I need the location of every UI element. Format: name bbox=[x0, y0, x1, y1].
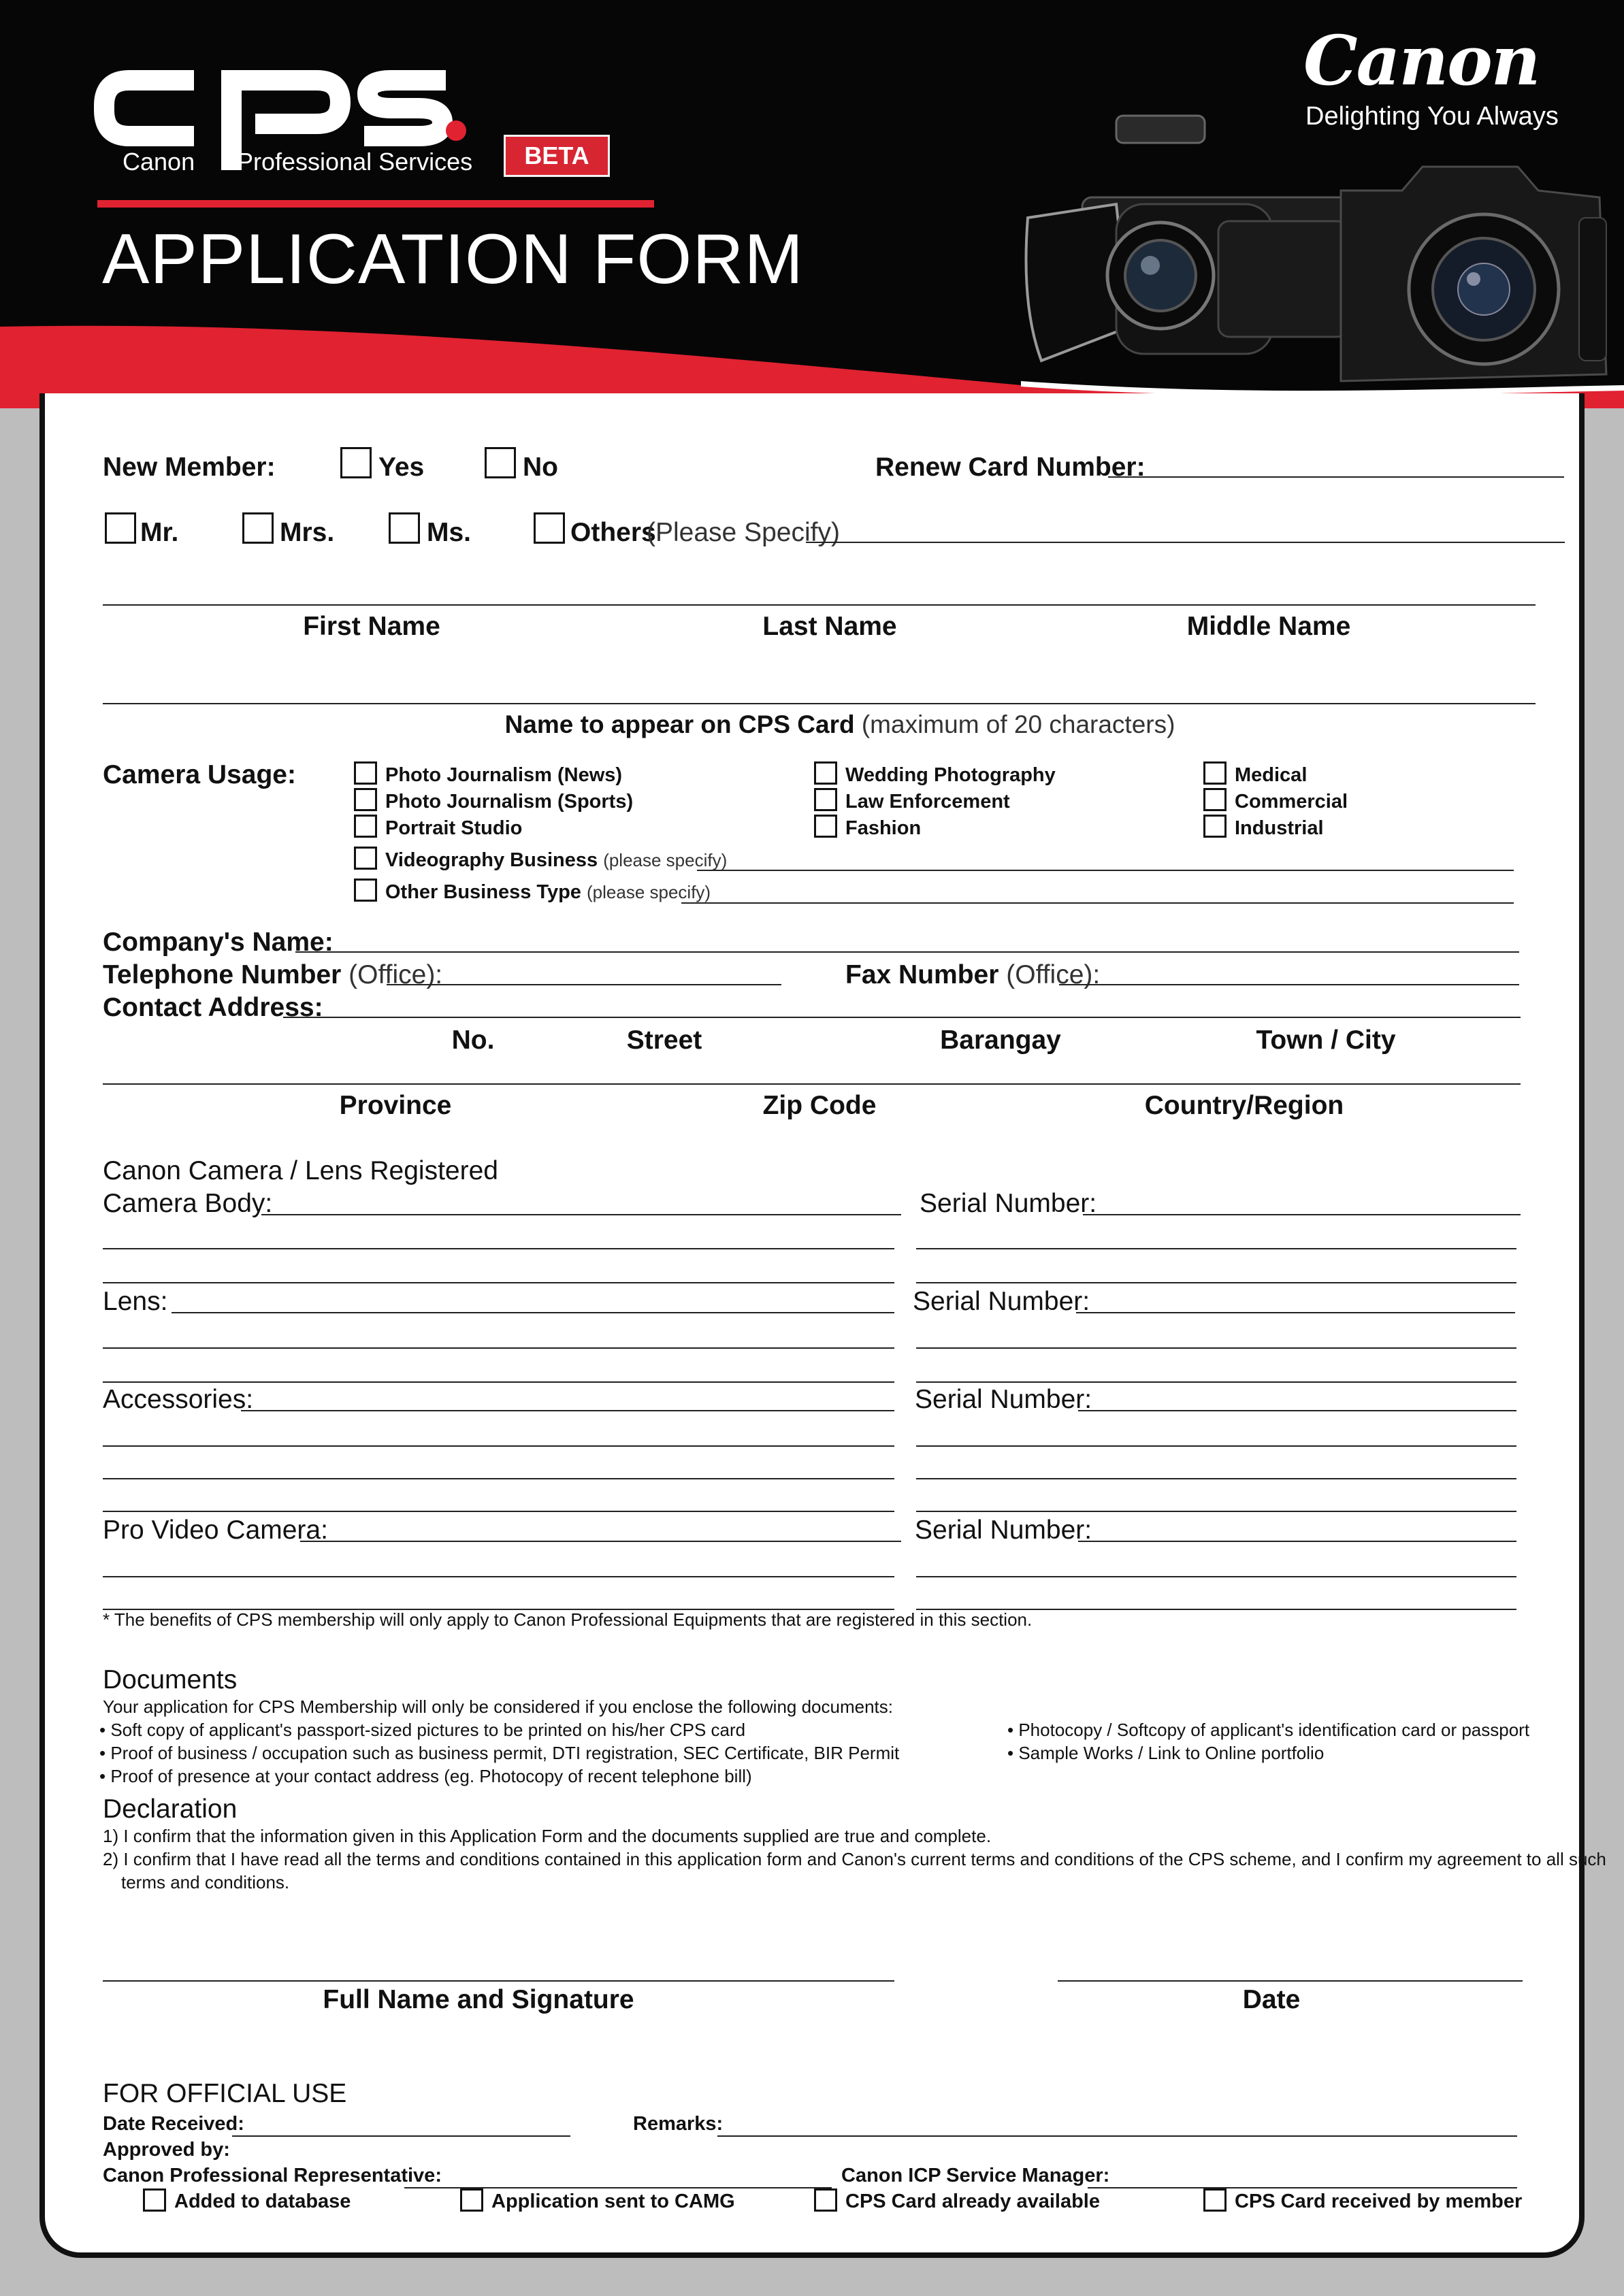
remarks-line[interactable] bbox=[717, 2135, 1517, 2137]
card-received-label: CPS Card received by member bbox=[1235, 2191, 1523, 2212]
accessories-serial-line[interactable] bbox=[1078, 1410, 1516, 1411]
address-barangay-label: Barangay bbox=[940, 1026, 1061, 1055]
camera-body-line-2[interactable] bbox=[103, 1248, 894, 1249]
document-item-text: Sample Works / Link to Online portfolio bbox=[1018, 1743, 1325, 1763]
accessories-line[interactable] bbox=[241, 1410, 894, 1411]
telephone-label: Telephone Number bbox=[103, 960, 342, 989]
mrs-label: Mrs. bbox=[280, 518, 335, 547]
lens-serial-line[interactable] bbox=[1076, 1312, 1515, 1313]
renew-card-label: Renew Card Number: bbox=[875, 453, 1146, 482]
date-line[interactable] bbox=[1058, 1980, 1523, 1982]
address-country-label: Country/Region bbox=[1144, 1091, 1344, 1120]
others-hint: (Please Specify) bbox=[647, 518, 840, 547]
document-item: • Photocopy / Softcopy of applicant's identification card or passport bbox=[1007, 1720, 1530, 1740]
signature-line[interactable] bbox=[103, 1980, 894, 1982]
mr-label: Mr. bbox=[140, 518, 179, 547]
address-street-label: Street bbox=[626, 1026, 702, 1055]
camera-illustration-icon bbox=[1014, 102, 1613, 401]
others-specify-line[interactable] bbox=[806, 542, 1565, 543]
usage-other-business-caption bbox=[385, 882, 711, 904]
usage-industrial-label: Industrial bbox=[1235, 817, 1324, 839]
fax-label: Fax Number bbox=[845, 960, 999, 989]
others-checkbox[interactable] bbox=[534, 512, 565, 544]
declaration-heading: Declaration bbox=[103, 1794, 238, 1824]
document-item: • Proof of business / occupation such as business permit, DTI registration, SEC Certificate, BIR Permit bbox=[99, 1743, 900, 1763]
new-member-label: New Member: bbox=[103, 453, 276, 482]
usage-industrial-checkbox[interactable] bbox=[1203, 815, 1227, 838]
usage-videography-hint: (please specify) bbox=[603, 850, 728, 870]
document-item-text: Photocopy / Softcopy of applicant's identification card or passport bbox=[1018, 1720, 1530, 1740]
card-available-label: CPS Card already available bbox=[845, 2191, 1100, 2212]
usage-photojournalism-news-label: Photo Journalism (News) bbox=[385, 764, 623, 786]
official-use-heading: FOR OFFICIAL USE bbox=[103, 2079, 347, 2108]
usage-other-business-checkbox[interactable] bbox=[354, 879, 377, 902]
declaration-item-2: 2) I confirm that I have read all the terms and conditions contained in this application form and Canon's current terms and conditions of the CPS scheme, and I confirm my agreement to all such bbox=[103, 1849, 1606, 1869]
documents-heading: Documents bbox=[103, 1665, 238, 1694]
new-member-no-checkbox[interactable] bbox=[485, 447, 516, 478]
lens-label: Lens: bbox=[103, 1287, 168, 1316]
usage-videography-label: Videography Business bbox=[385, 849, 598, 871]
lens-line-2[interactable] bbox=[103, 1347, 894, 1349]
last-name-label: Last Name bbox=[762, 612, 897, 641]
middle-name-label: Middle Name bbox=[1186, 612, 1351, 641]
usage-medical-label: Medical bbox=[1235, 764, 1308, 786]
usage-photojournalism-sports-checkbox[interactable] bbox=[354, 788, 377, 811]
card-received-checkbox[interactable] bbox=[1203, 2188, 1227, 2212]
logo-sub-canon: Canon bbox=[123, 148, 195, 176]
pro-video-line[interactable] bbox=[300, 1541, 901, 1542]
pro-video-serial-line-2[interactable] bbox=[916, 1576, 1516, 1577]
camera-body-line-3[interactable] bbox=[103, 1282, 894, 1283]
accessories-serial-label: Serial Number: bbox=[915, 1385, 1092, 1414]
mr-checkbox[interactable] bbox=[105, 512, 136, 544]
equipment-heading: Canon Camera / Lens Registered bbox=[103, 1156, 498, 1185]
tagline: Delighting You Always bbox=[1305, 102, 1559, 131]
ms-label: Ms. bbox=[427, 518, 472, 547]
no-label: No bbox=[523, 453, 558, 482]
date-received-line[interactable] bbox=[232, 2135, 570, 2137]
usage-photojournalism-sports-label: Photo Journalism (Sports) bbox=[385, 791, 634, 813]
lens-serial-label: Serial Number: bbox=[913, 1287, 1090, 1316]
pro-video-label: Pro Video Camera: bbox=[103, 1515, 328, 1545]
camera-usage-label: Camera Usage: bbox=[103, 760, 296, 789]
usage-commercial-label: Commercial bbox=[1235, 791, 1348, 813]
accessories-line-4[interactable] bbox=[103, 1511, 894, 1512]
accessories-label: Accessories: bbox=[103, 1385, 254, 1414]
representative-label: Canon Professional Representative: bbox=[103, 2165, 442, 2186]
usage-fashion-label: Fashion bbox=[845, 817, 922, 839]
document-item-text: Proof of business / occupation such as business permit, DTI registration, SEC Certificate, BIR Permit bbox=[110, 1743, 900, 1763]
usage-law-enforcement-label: Law Enforcement bbox=[845, 791, 1010, 813]
usage-other-business-hint: (please specify) bbox=[587, 882, 711, 902]
contact-address-line[interactable] bbox=[283, 1017, 1521, 1018]
contact-address-label: Contact Address: bbox=[103, 993, 323, 1022]
accessories-line-2[interactable] bbox=[103, 1445, 894, 1447]
document-item: • Sample Works / Link to Online portfolio bbox=[1007, 1743, 1325, 1763]
document-item: • Proof of presence at your contact address (eg. Photocopy of recent telephone bill) bbox=[99, 1766, 752, 1786]
document-item: • Soft copy of applicant's passport-sized pictures to be printed on his/her CPS card bbox=[99, 1720, 746, 1740]
usage-fashion-checkbox[interactable] bbox=[814, 815, 837, 838]
equipment-note: * The benefits of CPS membership will only apply to Canon Professional Equipments that are registered in this section. bbox=[103, 1609, 1033, 1630]
usage-other-business-label: Other Business Type bbox=[385, 881, 581, 903]
camera-body-serial-line[interactable] bbox=[1083, 1214, 1521, 1215]
form-panel bbox=[39, 393, 1606, 2258]
lens-serial-line-2[interactable] bbox=[916, 1347, 1516, 1349]
full-name-signature-label: Full Name and Signature bbox=[323, 1985, 634, 2014]
telephone-line[interactable] bbox=[387, 984, 781, 985]
usage-videography-checkbox[interactable] bbox=[354, 847, 377, 870]
usage-wedding-label: Wedding Photography bbox=[845, 764, 1056, 786]
other-business-specify-line[interactable] bbox=[681, 902, 1514, 904]
renew-card-number-line[interactable] bbox=[1108, 476, 1564, 478]
videography-specify-line[interactable] bbox=[697, 870, 1514, 871]
approved-by-label: Approved by: bbox=[103, 2139, 230, 2161]
icp-manager-label: Canon ICP Service Manager: bbox=[841, 2165, 1110, 2186]
documents-intro: Your application for CPS Membership will only be considered if you enclose the following documents: bbox=[103, 1696, 893, 1717]
lens-serial-line-3[interactable] bbox=[916, 1381, 1516, 1383]
accessories-serial-line-3[interactable] bbox=[916, 1478, 1516, 1479]
company-name-line[interactable] bbox=[295, 951, 1519, 953]
address-no-label: No. bbox=[451, 1026, 495, 1055]
camera-body-serial-line-3[interactable] bbox=[916, 1282, 1516, 1283]
address-province-label: Province bbox=[339, 1091, 452, 1120]
lens-line-3[interactable] bbox=[103, 1381, 894, 1383]
sent-to-camg-label: Application sent to CAMG bbox=[491, 2191, 735, 2212]
camera-body-line[interactable] bbox=[261, 1214, 901, 1215]
card-name-caption bbox=[505, 711, 1175, 739]
others-label: Others bbox=[570, 518, 656, 547]
title-rule bbox=[97, 200, 654, 208]
page-title: APPLICATION FORM bbox=[102, 220, 805, 299]
declaration-item-2-cont: terms and conditions. bbox=[121, 1872, 290, 1892]
declaration-item-1: 1) I confirm that the information given in this Application Form and the documents supplied are true and complete. bbox=[103, 1826, 992, 1846]
usage-portrait-studio-label: Portrait Studio bbox=[385, 817, 523, 839]
icp-manager-line[interactable] bbox=[1088, 2187, 1517, 2188]
telephone-caption bbox=[103, 961, 442, 990]
new-member-yes-checkbox[interactable] bbox=[340, 447, 372, 478]
added-to-database-label: Added to database bbox=[174, 2191, 351, 2212]
sent-to-camg-checkbox[interactable] bbox=[460, 2188, 483, 2212]
pro-video-serial-line[interactable] bbox=[1078, 1541, 1516, 1542]
canon-logo: Canon bbox=[1303, 20, 1540, 101]
yes-label: Yes bbox=[378, 453, 425, 482]
address-second-line[interactable] bbox=[103, 1083, 1521, 1085]
accessories-serial-line-4[interactable] bbox=[916, 1511, 1516, 1512]
card-name-label: Name to appear on CPS Card bbox=[504, 710, 855, 738]
usage-portrait-studio-checkbox[interactable] bbox=[354, 815, 377, 838]
beta-badge: BETA bbox=[504, 135, 610, 177]
pro-video-serial-label: Serial Number: bbox=[915, 1515, 1092, 1545]
fax-line[interactable] bbox=[1059, 984, 1519, 985]
camera-body-serial-label: Serial Number: bbox=[920, 1189, 1097, 1218]
usage-photojournalism-news-checkbox[interactable] bbox=[354, 761, 377, 785]
usage-medical-checkbox[interactable] bbox=[1203, 761, 1227, 785]
card-name-line[interactable] bbox=[103, 703, 1536, 704]
ms-checkbox[interactable] bbox=[389, 512, 420, 544]
address-town-label: Town / City bbox=[1256, 1026, 1396, 1055]
usage-videography-caption bbox=[385, 850, 727, 872]
company-name-label: Company's Name: bbox=[103, 928, 334, 957]
lens-line[interactable] bbox=[172, 1312, 894, 1313]
camera-body-label: Camera Body: bbox=[103, 1189, 273, 1218]
date-received-label: Date Received: bbox=[103, 2113, 244, 2135]
pro-video-line-2[interactable] bbox=[103, 1576, 894, 1577]
first-name-label: First Name bbox=[303, 612, 440, 641]
card-available-checkbox[interactable] bbox=[814, 2188, 837, 2212]
accessories-line-3[interactable] bbox=[103, 1478, 894, 1479]
usage-wedding-checkbox[interactable] bbox=[814, 761, 837, 785]
camera-body-serial-line-2[interactable] bbox=[916, 1248, 1516, 1249]
added-to-database-checkbox[interactable] bbox=[143, 2188, 166, 2212]
full-name-line[interactable] bbox=[103, 604, 1536, 606]
logo-sub-professional: Professional Services bbox=[237, 148, 473, 176]
fax-office-hint: (Office): bbox=[1006, 960, 1101, 989]
telephone-office-hint: (Office): bbox=[348, 960, 443, 989]
document-item-text: Soft copy of applicant's passport-sized pictures to be printed on his/her CPS card bbox=[110, 1720, 746, 1740]
address-zip-label: Zip Code bbox=[762, 1091, 877, 1120]
accessories-serial-line-2[interactable] bbox=[916, 1445, 1516, 1447]
fax-caption bbox=[845, 961, 1100, 990]
header-banner bbox=[0, 0, 1624, 408]
usage-commercial-checkbox[interactable] bbox=[1203, 788, 1227, 811]
usage-law-enforcement-checkbox[interactable] bbox=[814, 788, 837, 811]
mrs-checkbox[interactable] bbox=[242, 512, 274, 544]
date-label: Date bbox=[1242, 1985, 1301, 2014]
document-item-text: Proof of presence at your contact address (eg. Photocopy of recent telephone bill) bbox=[110, 1766, 752, 1786]
card-name-hint: (maximum of 20 characters) bbox=[861, 710, 1175, 738]
remarks-label: Remarks: bbox=[633, 2113, 724, 2135]
